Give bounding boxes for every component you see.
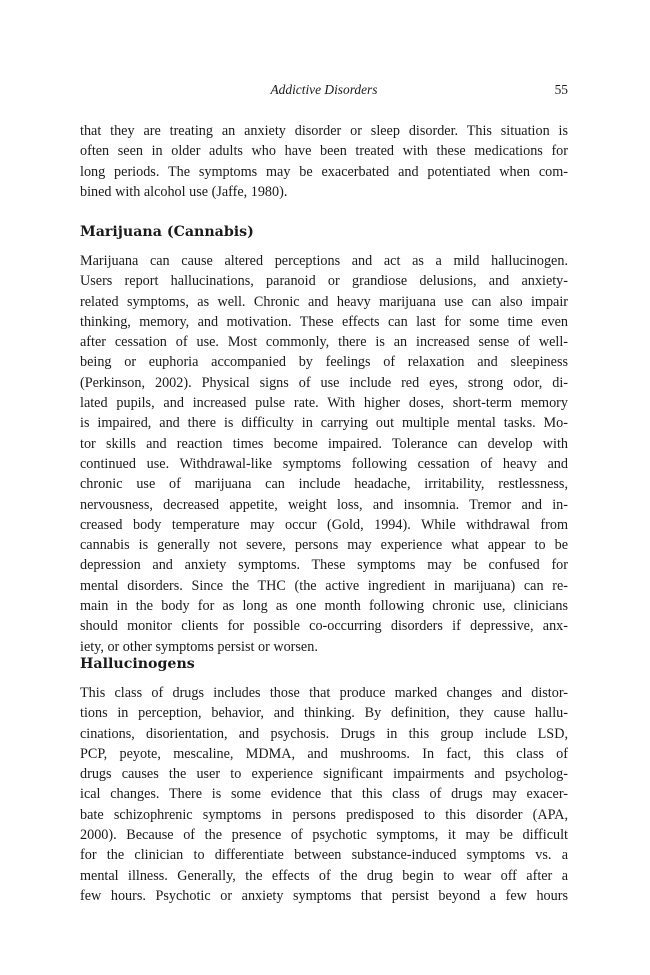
- text-line: long periods. The symptoms may be exacerbated and potentiated when com-: [80, 163, 568, 180]
- text-line: mental illness. Generally, the effects of the drug begin to wear off after a: [80, 867, 568, 884]
- running-title: Addictive Disorders: [270, 82, 378, 97]
- text-line: depression and anxiety symptoms. These symptoms may be confused for: [80, 557, 568, 574]
- paragraph-marijuana: [80, 251, 568, 657]
- text-line: continued use. Withdrawal-like symptoms following cessation of heavy and: [80, 455, 568, 472]
- text-line: iety, or other symptoms persist or worsen.: [80, 638, 318, 655]
- text-line: PCP, peyote, mescaline, MDMA, and mushrooms. In fact, this class of: [80, 745, 568, 762]
- text-line: being or euphoria accompanied by feelings of relaxation and sleepiness: [80, 354, 568, 371]
- text-line: cannabis is generally not severe, persons may experience what appear to be: [80, 537, 568, 554]
- text-line: Marijuana can cause altered perceptions and act as a mild hallucinogen.: [80, 253, 568, 269]
- text-line: often seen in older adults who have been treated with these medications for: [80, 143, 568, 160]
- text-line: nervousness, decreased appetite, weight loss, and insomnia. Tremor and in-: [80, 496, 568, 513]
- text-line: ical changes. There is some evidence that this class of drugs may exacer-: [80, 786, 568, 803]
- paragraph-intro: [80, 121, 568, 202]
- text-line: mental disorders. Since the THC (the active ingredient in marijuana) can re-: [80, 577, 568, 594]
- text-line: cinations, disorientation, and psychosis. Drugs in this group include LSD,: [80, 725, 568, 742]
- text-line: bate schizophrenic symptoms in persons predisposed to this disorder (APA,: [80, 806, 568, 823]
- text-line: chronic use of marijuana can include headache, irritability, restlessness,: [80, 476, 568, 493]
- text-line: tions in perception, behavior, and thinking. By definition, they cause hallu-: [80, 705, 568, 722]
- text-line: few hours. Psychotic or anxiety symptoms that persist beyond a few hours: [80, 887, 568, 904]
- text-line: after cessation of use. Most commonly, there is an increased sense of well-: [80, 334, 568, 351]
- text-line: lated pupils, and increased pulse rate. With higher doses, short-term memory: [80, 395, 568, 412]
- text-line: is impaired, and there is difficulty in carrying out multiple mental tasks. Mo-: [80, 415, 568, 432]
- text-line: should monitor clients for possible co-occurring disorders if depressive, anx-: [80, 618, 568, 635]
- running-head: [80, 82, 568, 104]
- text-line: bined with alcohol use (Jaffe, 1980).: [80, 183, 288, 200]
- text-line: tor skills and reaction times become impaired. Tolerance can develop with: [80, 435, 568, 452]
- section-heading-marijuana: Marijuana (Cannabis): [80, 224, 254, 240]
- text-line: for the clinician to differentiate between substance-induced symptoms vs. a: [80, 847, 568, 864]
- page-number: 55: [554, 82, 568, 97]
- text-line: Users report hallucinations, paranoid or grandiose delusions, and anxiety-: [80, 273, 568, 290]
- text-line: related symptoms, as well. Chronic and heavy marijuana use can also impair: [80, 293, 568, 310]
- section-heading-hallucinogens: Hallucinogens: [80, 656, 195, 672]
- text-line: (Perkinson, 2002). Physical signs of use include red eyes, strong odor, di-: [80, 374, 568, 391]
- text-line: 2000). Because of the presence of psychotic symptoms, it may be difficult: [80, 827, 568, 844]
- text-line: creased body temperature may occur (Gold, 1994). While withdrawal from: [80, 516, 568, 533]
- text-line: main in the body for as long as one month following chronic use, clinicians: [80, 598, 568, 615]
- text-line: thinking, memory, and motivation. These effects can last for some time even: [80, 313, 568, 330]
- text-line: This class of drugs includes those that produce marked changes and distor-: [80, 685, 568, 701]
- text-line: that they are treating an anxiety disorder or sleep disorder. This situation is: [80, 123, 568, 139]
- text-line: drugs causes the user to experience significant impairments and psycholog-: [80, 766, 568, 783]
- paragraph-hallucinogens: [80, 683, 568, 906]
